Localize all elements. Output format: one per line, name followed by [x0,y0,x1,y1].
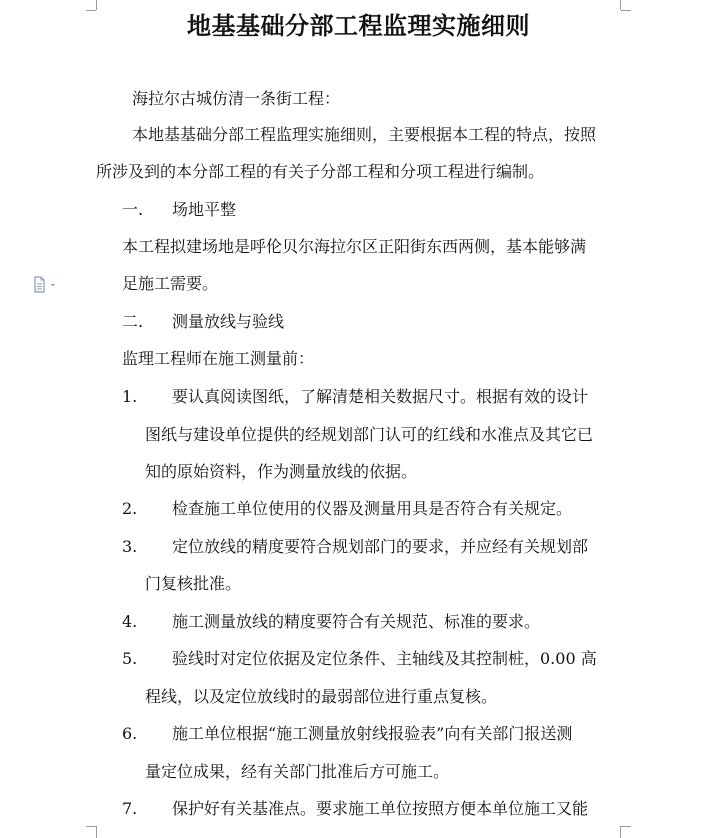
crop-mark [621,826,631,827]
list-item-line: 施工测量放线的精度要符合有关规范、标准的要求。 [172,612,541,631]
list-item-number: 2. [122,499,138,518]
intro-line-1: 本地基基础分部工程监理实施细则，主要根据本工程的特点，按照 [132,125,597,144]
section-2-number: 二. [122,312,144,331]
crop-mark [96,826,97,838]
list-item-number: 6. [122,724,138,743]
list-item-number: 7. [122,799,138,818]
list-item-line: 程线，以及定位放线时的最弱部位进行重点复核。 [145,687,498,706]
intro-line-2: 所涉及到的本分部工程的有关子分部工程和分项工程进行编制。 [96,162,545,181]
list-item-line: 图纸与建设单位提供的经规划部门认可的红线和水准点及其它已 [145,425,594,444]
document-title: 地基基础分部工程监理实施细则 [187,11,530,40]
list-item-line: 门复核批准。 [145,574,242,593]
crop-mark [620,826,621,838]
list-item-line: 施工单位根据“施工测量放射线报验表”向有关部门报送测 [172,724,573,743]
list-item-number: 5. [122,649,138,668]
list-item-number: 1. [122,387,138,406]
list-item-number: 3. [122,537,138,556]
list-item-line: 验线时对定位依据及定位条件、主轴线及其控制桩，0.00 高 [172,649,597,668]
list-item-line: 要认真阅读图纸，了解清楚相关数据尺寸。根据有效的设计 [172,387,589,406]
list-item-line: 知的原始资料，作为测量放线的依据。 [145,462,418,481]
section-2-lead: 监理工程师在施工测量前： [122,349,315,368]
section-1-body-1: 本工程拟建场地是呼伦贝尔海拉尔区正阳街东西两侧，基本能够满 [122,237,587,256]
list-item-line: 保护好有关基准点。要求施工单位按照方便本单位施工又能 [172,799,589,818]
section-1-number: 一. [122,200,144,219]
list-item-number: 4. [122,612,138,631]
list-item-line: 定位放线的精度要符合规划部门的要求，并应经有关规划部 [172,537,589,556]
list-item-line: 量定位成果，经有关部门批准后方可施工。 [145,762,450,781]
greeting-line: 海拉尔古城仿清一条街工程： [132,89,341,108]
crop-mark [86,826,96,827]
section-1-body-2: 足施工需要。 [122,274,219,293]
section-2-heading: 测量放线与验线 [172,312,285,331]
section-1-heading: 场地平整 [172,200,237,219]
list-item-line: 检查施工单位使用的仪器及测量用具是否符合有关规定。 [172,499,573,518]
document-icon[interactable] [33,276,63,294]
